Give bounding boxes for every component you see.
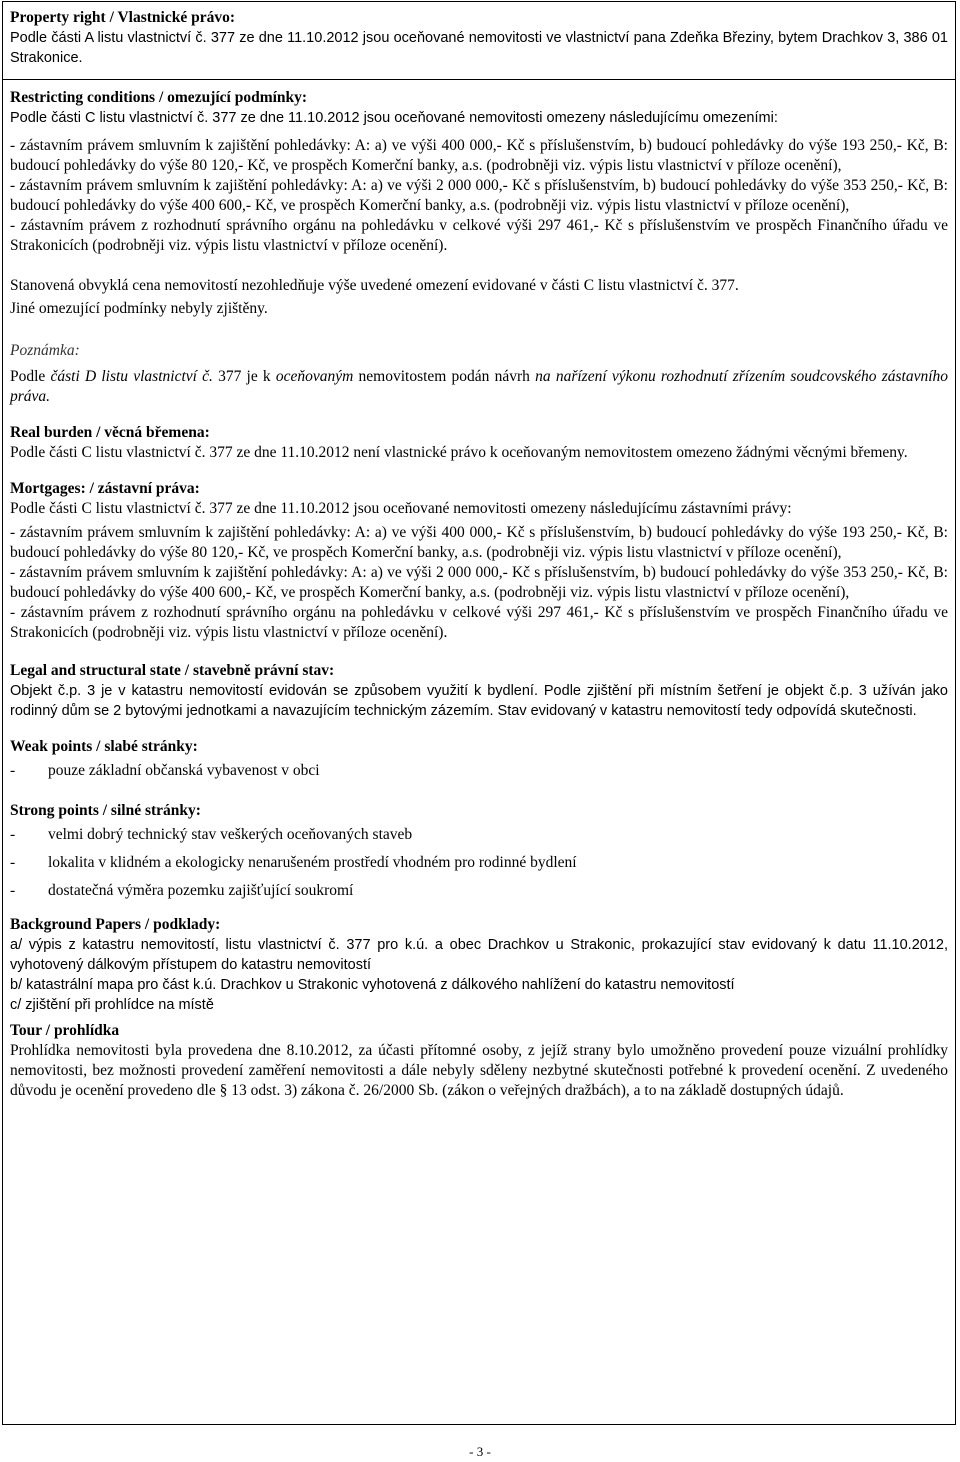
price-note: Stanovená obvyklá cena nemovitostí nezohledňuje výše uvedené omezení evidované v části C listu vlastnictví č. 377. [10,277,739,294]
note-text: Podle části D listu vlastnictví č. 377 je k oceňovaným nemovitostem podán návrh na nařízení výkonu rozhodnutí zřízením soudcovského zástavního práva. [10,368,949,405]
mortgage-item: - zástavním právem smluvním k zajištění pohledávky: A: a) ve výši 2 000 000,- Kč s příslušenstvím, b) budoucí pohledávky do výše 353 250,- Kč, B: budoucí pohledávky do výše 400 600,- Kč, ve prospěch Komerční banky, a.s. (podrobněji viz. výpis listu vlastnictví v příloze ocenění), [10,564,948,601]
strong-points-heading: Strong points / silné stránky: [10,802,201,819]
mortgage-item: - zástavním právem smluvním k zajištění pohledávky: A: a) ve výši 400 000,- Kč s příslušenstvím, b) budoucí pohledávky do výše 193 250,- Kč, B: budoucí pohledávky do výše 80 120,- Kč, ve prospěch Komerční banky, a.s. (podrobněji viz. výpis listu vlastnictví v příloze ocenění), [10,524,948,561]
strong-point-item: - lokalita v klidném a ekologicky nenarušeném prostředí vhodném pro rodinné bydlení [10,854,577,871]
legal-state-heading: Legal and structural state / stavebně právní stav: [10,662,335,679]
weak-point-item: - pouze základní občanská vybavenost v obci [10,762,320,779]
property-right-text: Podle části A listu vlastnictví č. 377 ze dne 11.10.2012 jsou oceňované nemovitosti ve vlastnictví pana Zdeňka Březiny, bytem Drachkov 3, 386 01 Strakonice. [10,30,948,66]
background-item-a: a/ výpis z katastru nemovitostí, listu vlastnictví č. 377 pro k.ú. a obec Drachkov u Strakonic, prokazující stav evidovaný k datu 11.10.2012, vyhotovený dálkovým přístupem do katastru nemovitostí [10,937,948,973]
tour-heading: Tour / prohlídka [10,1022,120,1039]
strong-point-item: - dostatečná výměra pozemku zajišťující soukromí [10,882,354,899]
mortgage-item: - zástavním právem z rozhodnutí správního orgánu na pohledávku v celkové výši 297 461,- Kč s příslušenstvím ve prospěch Finančního úřadu ve Strakonicích (podrobněji viz. výpis listu vlastnictví v příloze ocenění). [10,604,948,641]
property-right-heading: Property right / Vlastnické právo: [10,9,236,26]
restricting-heading: Restricting conditions / omezující podmínky: [10,89,308,106]
restricting-item: - zástavním právem smluvním k zajištění pohledávky: A: a) ve výši 400 000,- Kč s příslušenstvím, b) budoucí pohledávky do výše 193 250,- Kč, B: budoucí pohledávky do výše 80 120,- Kč, ve prospěch Komerční banky, a.s. (podrobněji viz. výpis listu vlastnictví v příloze ocenění), [10,137,948,174]
restricting-intro: Podle části C listu vlastnictví č. 377 ze dne 11.10.2012 jsou oceňované nemovitosti omezeny následujícímu omezeními: [10,110,778,126]
mortgages-heading: Mortgages: / zástavní práva: [10,480,200,497]
document-body [10,8,948,1101]
restricting-item: - zástavním právem z rozhodnutí správního orgánu na pohledávku v celkové výši 297 461,- Kč s příslušenstvím ve prospěch Finančního úřadu ve Strakonicích (podrobněji viz. výpis listu vlastnictví v příloze ocenění). [10,217,948,254]
mortgages-intro: Podle části C listu vlastnictví č. 377 ze dne 11.10.2012 jsou oceňované nemovitosti omezeny následujícímu zástavními právy: [10,500,792,517]
restricting-item: - zástavním právem smluvním k zajištění pohledávky: A: a) ve výši 2 000 000,- Kč s příslušenstvím, b) budoucí pohledávky do výše 353 250,- Kč, B: budoucí pohledávky do výše 400 600,- Kč, ve prospěch Komerční banky, a.s. (podrobněji viz. výpis listu vlastnictví v příloze ocenění), [10,177,948,214]
real-burden-text: Podle části C listu vlastnictví č. 377 ze dne 11.10.2012 není vlastnické právo k oceňovaným nemovitostem omezeno žádnými věcnými břemeny. [10,444,908,461]
background-item-b: b/ katastrální mapa pro část k.ú. Drachkov u Strakonic vyhotovená z dálkového nahlížení do katastru nemovitostí [10,977,735,993]
background-item-c: c/ zjištění při prohlídce na místě [10,997,214,1013]
background-heading: Background Papers / podklady: [10,916,221,933]
note-title: Poznámka: [10,342,80,359]
weak-points-heading: Weak points / slabé stránky: [10,738,198,755]
other-conditions: Jiné omezující podmínky nebyly zjištěny. [10,300,268,317]
page-number: - 3 - [469,1444,491,1459]
real-burden-heading: Real burden / věcná břemena: [10,424,210,441]
tour-text: Prohlídka nemovitosti byla provedena dne 8.10.2012, za účasti přítomné osoby, z jejíž strany bylo umožněno provedení pouze vizuální prohlídky nemovitosti, bez možnosti provedení zaměření nemovitosti a dále nebyly sděleny nezbytné skutečnosti potřebné k provedení ocenění. Z uvedeného důvodu je ocenění provedeno dle § 13 odst. 3) zákona č. 26/2000 Sb. (zákon o veřejných dražbách), a to na základě dostupných údajů. [10,1042,948,1099]
legal-state-text: Objekt č.p. 3 je v katastru nemovitostí evidován se způsobem využití k bydlení. Podle zjištění při místním šetření je objekt č.p. 3 užíván jako rodinný dům se 2 bytovými jednotkami a navazujícím technickým zázemím. Stav evidovaný v katastru nemovitostí tedy odpovídá skutečnosti. [10,683,948,719]
strong-point-item: - velmi dobrý technický stav veškerých oceňovaných staveb [10,826,413,843]
